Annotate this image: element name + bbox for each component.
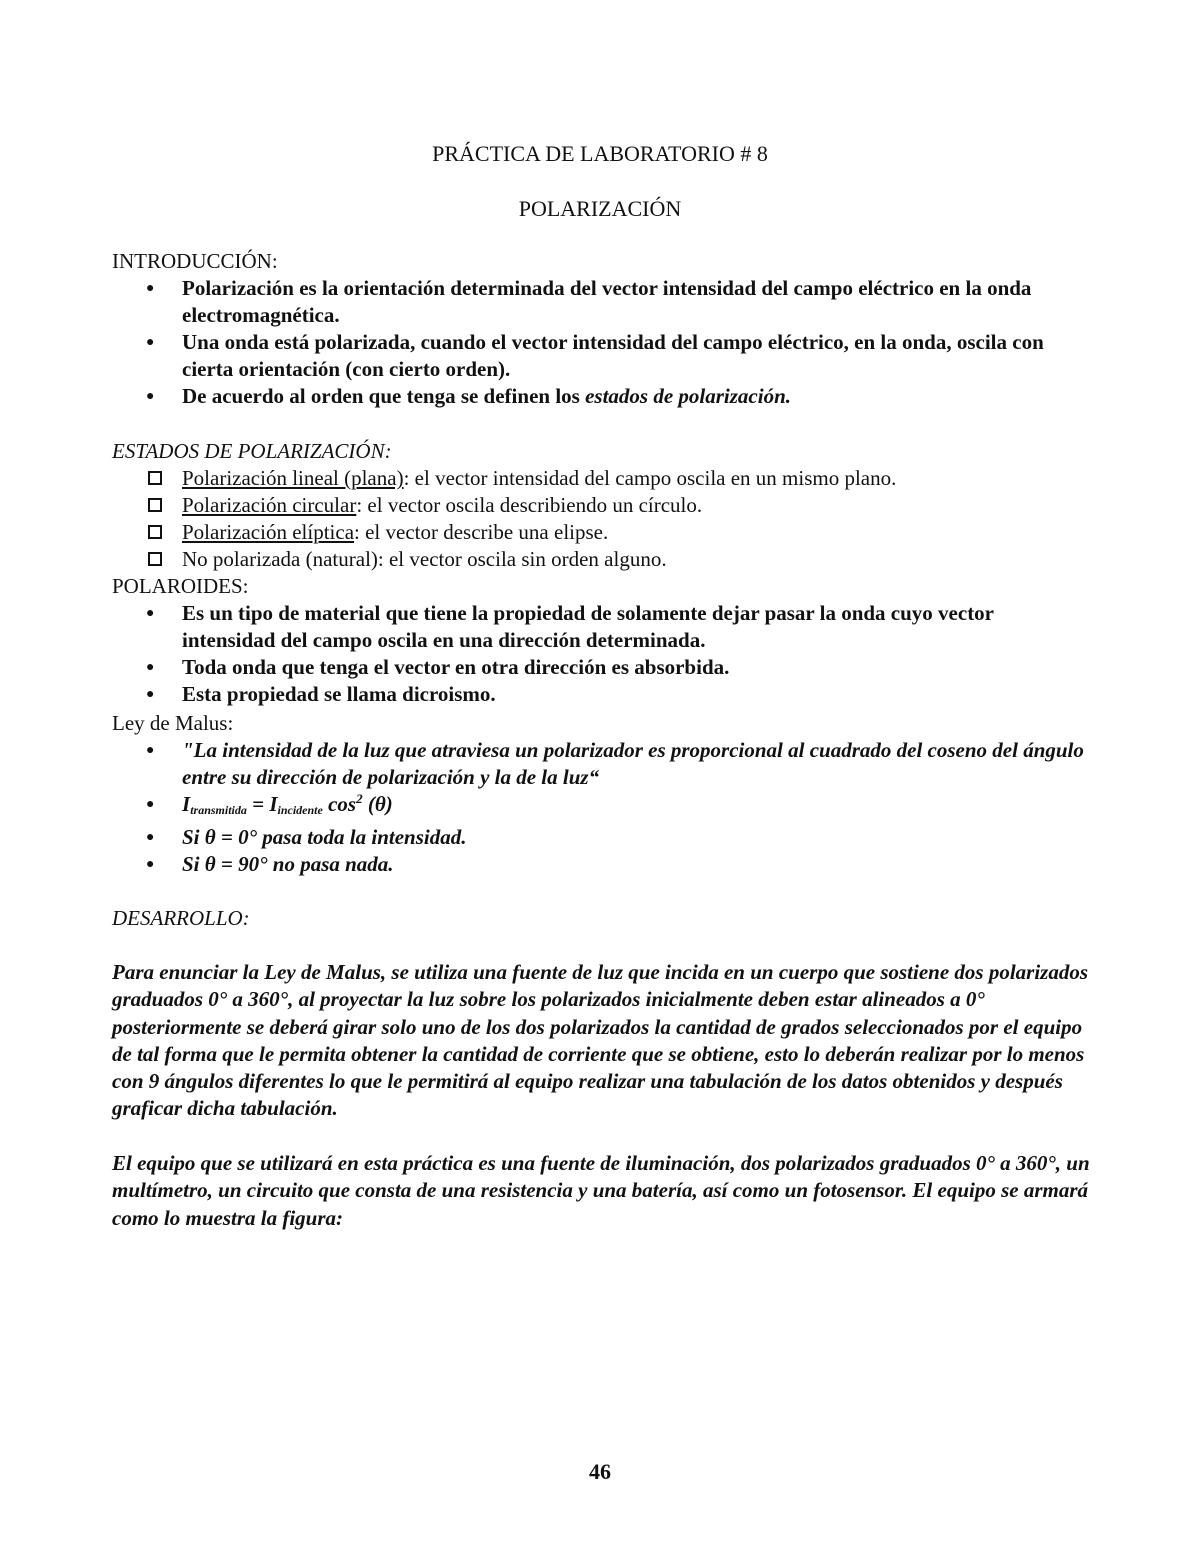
bullet-icon: ● — [146, 660, 155, 675]
page-title: PRÁCTICA DE LABORATORIO # 8 — [432, 141, 768, 166]
bullet-icon: ● — [146, 389, 155, 404]
page-subtitle: POLARIZACIÓN — [518, 196, 682, 221]
bullet-icon: ● — [146, 797, 155, 812]
bullet-icon: ● — [146, 687, 155, 702]
list-item — [112, 791, 1092, 824]
list-item: ● Toda onda que tenga el vector en otra dirección es absorbida. — [146, 655, 730, 679]
bullet-icon: ● — [146, 281, 155, 296]
list-item: No polarizada (natural): el vector oscila sin orden alguno. — [112, 546, 1092, 573]
polaroids-list — [112, 600, 1092, 708]
list-item: Polarización circular: el vector oscila describiendo un círculo. — [112, 492, 1092, 519]
development-paragraph-1: Para enunciar la Ley de Malus, se utiliza una fuente de luz que incida en un cuerpo que sostiene dos polarizados graduados 0° a 360°, al proyectar la luz sobre los polarizados inicialmente deben estar alineados a 0° posteriormente se deberá girar solo uno de los dos polarizados la cantidad de grados seleccionados por el equipo de tal forma que le permita obtener la cantidad de corriente que se obtiene, esto lo deberán realizar por lo menos con 9 ángulos diferentes lo que le permitirá al equipo realizar una tabulación de los datos obtenidos y después graficar dicha tabulación. — [112, 960, 1089, 1121]
checkbox-icon — [148, 525, 162, 539]
bullet-icon: ● — [146, 857, 155, 872]
bullet-icon: ● — [146, 830, 155, 845]
malus-list — [112, 737, 1092, 878]
list-item: ● Si θ = 90° no pasa nada. — [146, 852, 394, 876]
states-heading: ESTADOS DE POLARIZACIÓN: — [112, 439, 392, 463]
list-item: ● De acuerdo al orden que tenga se definen los estados de polarización. — [146, 384, 791, 408]
intro-section — [112, 248, 1092, 410]
bullet-icon: ● — [146, 335, 155, 350]
bullet-icon: ● — [146, 743, 155, 758]
checkbox-icon — [148, 552, 162, 566]
page-number: 46 — [589, 1459, 611, 1484]
malus-section — [112, 710, 1092, 878]
polaroids-heading: POLAROIDES: — [112, 574, 249, 598]
malus-formula: $I_{transmitida} = I_{incidente}$ $\cos^2 (\theta)$ — [182, 791, 393, 817]
polaroids-section — [112, 573, 1092, 708]
intro-list — [112, 275, 1092, 410]
list-item: ● Si θ = 0° pasa toda la intensidad. — [146, 825, 467, 849]
list-item: Polarización lineal (plana): el vector intensidad del campo oscila en un mismo plano. — [112, 465, 1092, 492]
list-item: ● Polarización es la orientación determinada del vector intensidad del campo eléctrico en la onda electromagnética. — [146, 276, 1032, 327]
list-item: ● Una onda está polarizada, cuando el vector intensidad del campo eléctrico, en la onda, oscila con cierta orientación (con cierto orden). — [146, 330, 1044, 381]
development-paragraph-2: El equipo que se utilizará en esta práctica es una fuente de iluminación, dos polarizados graduados 0° a 360°, un multímetro, un circuito que consta de una resistencia y una batería, así como un fotosensor. El equipo se armará como lo muestra la figura: — [112, 1151, 1090, 1230]
list-item: ● Esta propiedad se llama dicroismo. — [146, 682, 496, 706]
bullet-icon: ● — [146, 606, 155, 621]
list-item: Polarización elíptica: el vector describe una elipse. — [112, 519, 1092, 546]
malus-heading: Ley de Malus: — [112, 711, 234, 735]
list-item: ● Es un tipo de material que tiene la propiedad de solamente dejar pasar la onda cuyo vector intensidad del campo oscila en una dirección determinada. — [146, 601, 994, 652]
development-heading: DESARROLLO: — [112, 906, 250, 930]
list-item: ● "La intensidad de la luz que atraviesa un polarizador es proporcional al cuadrado del coseno del ángulo entre su dirección de polarización y la de la luz“ — [146, 738, 1084, 789]
intro-heading: INTRODUCCIÓN: — [112, 249, 278, 273]
states-section — [112, 438, 1092, 573]
checkbox-icon — [148, 471, 162, 485]
states-list — [112, 465, 1092, 573]
checkbox-icon — [148, 498, 162, 512]
